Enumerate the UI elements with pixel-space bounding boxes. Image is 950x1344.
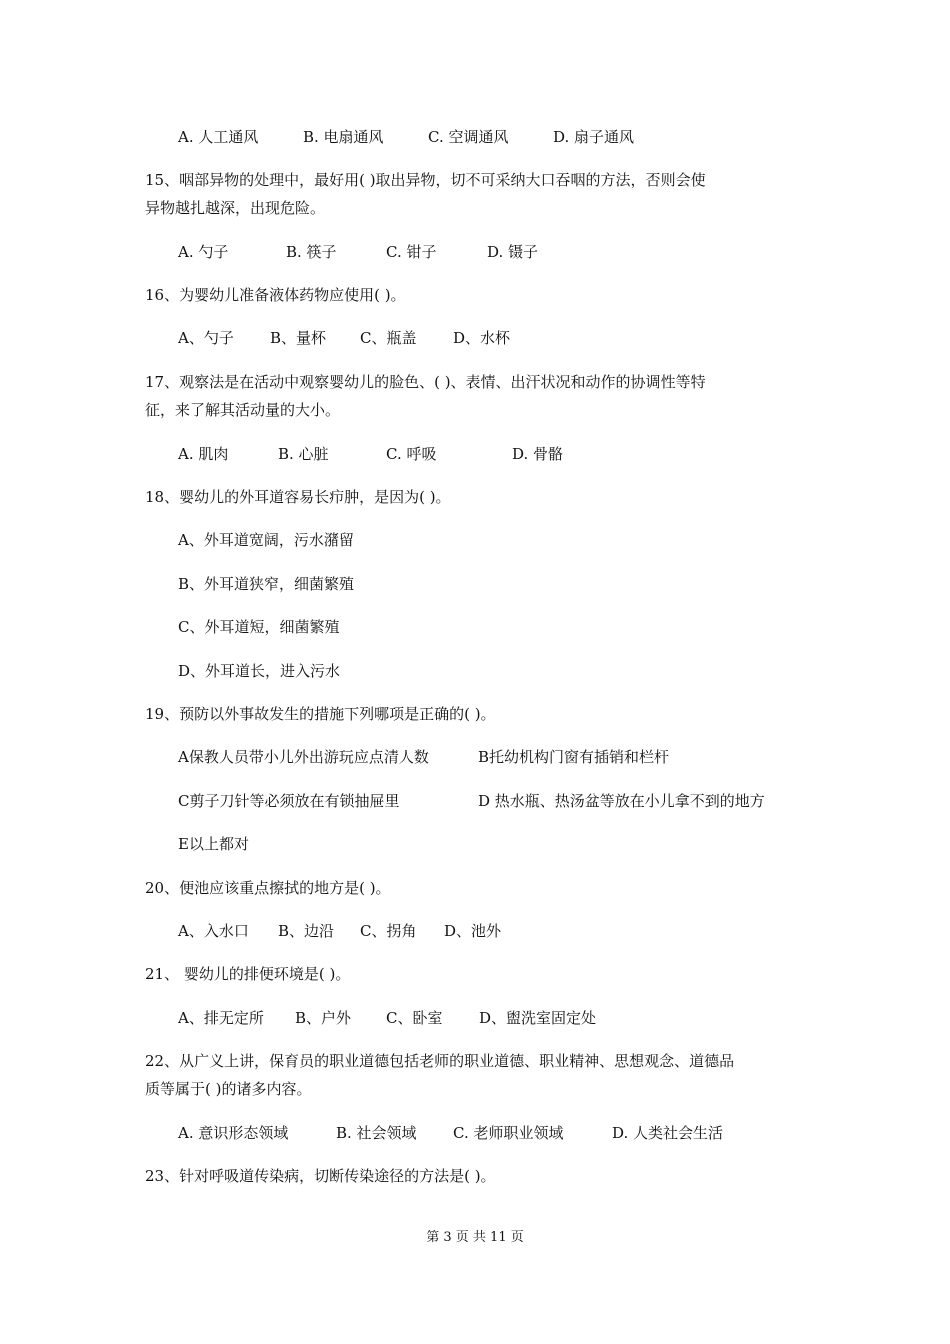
q22-option-a: A. 意识形态领域 xyxy=(178,1124,289,1142)
q17-text-line1: 17、观察法是在活动中观察婴幼儿的脸色、( )、表情、出汗状况和动作的协调性等特 xyxy=(145,373,706,391)
page-footer: 第 3 页 共 11 页 xyxy=(426,1230,524,1245)
q19-option-e: E以上都对 xyxy=(178,835,249,853)
q17-text-line2: 征，来了解其活动量的大小。 xyxy=(145,401,341,419)
q19-option-d: D 热水瓶、热汤盆等放在小儿拿不到的地方 xyxy=(478,792,765,810)
q15-option-c: C. 钳子 xyxy=(386,243,437,261)
q14-option-c: C. 空调通风 xyxy=(428,128,509,146)
q20-option-a: A、入水口 xyxy=(178,922,249,940)
q21-option-c: C、卧室 xyxy=(386,1009,443,1027)
q16-option-d: D、水杯 xyxy=(453,329,511,347)
q18-option-d: D、外耳道长，进入污水 xyxy=(178,662,341,680)
q14-option-d: D. 扇子通风 xyxy=(553,128,635,146)
q17-option-c: C. 呼吸 xyxy=(386,445,437,463)
q22-option-d: D. 人类社会生活 xyxy=(612,1124,724,1142)
q22-text-line1: 22、从广义上讲，保育员的职业道德包括老师的职业道德、职业精神、思想观念、道德品 xyxy=(145,1052,735,1070)
q20-text-line1: 20、便池应该重点擦拭的地方是( )。 xyxy=(145,879,391,897)
q16-text-line1: 16、为婴幼儿准备液体药物应使用( )。 xyxy=(145,286,406,304)
q22-text-line2: 质等属于( )的诸多内容。 xyxy=(145,1080,312,1098)
q23-text-line1: 23、针对呼吸道传染病，切断传染途径的方法是( )。 xyxy=(145,1167,496,1185)
q21-option-a: A、排无定所 xyxy=(178,1009,264,1027)
q18-option-b: B、外耳道狭窄，细菌繁殖 xyxy=(178,575,355,593)
q15-text-line1: 15、咽部异物的处理中，最好用( )取出异物，切不可采纳大口吞咽的方法，否则会使 xyxy=(145,171,706,189)
q20-option-d: D、池外 xyxy=(444,922,502,940)
q15-text-line2: 异物越扎越深，出现危险。 xyxy=(145,199,326,217)
q19-option-a: A保教人员带小儿外出游玩应点清人数 xyxy=(178,748,429,766)
q22-option-b: B. 社会领域 xyxy=(336,1124,417,1142)
q18-text-line1: 18、婴幼儿的外耳道容易长疖肿，是因为( )。 xyxy=(145,488,451,506)
q17-option-a: A. 肌肉 xyxy=(178,445,229,463)
q14-option-a: A. 人工通风 xyxy=(178,128,259,146)
q14-option-b: B. 电扇通风 xyxy=(303,128,384,146)
q22-option-c: C. 老师职业领域 xyxy=(453,1124,564,1142)
q17-option-b: B. 心脏 xyxy=(278,445,329,463)
q15-option-a: A. 勺子 xyxy=(178,243,229,261)
q16-option-c: C、瓶盖 xyxy=(360,329,417,347)
q20-option-b: B、边沿 xyxy=(278,922,335,940)
q21-option-d: D、盥洗室固定处 xyxy=(479,1009,597,1027)
q20-option-c: C、拐角 xyxy=(360,922,417,940)
q21-option-b: B、户外 xyxy=(295,1009,352,1027)
q21-text-line1: 21、 婴幼儿的排便环境是( )。 xyxy=(145,965,351,983)
q16-option-b: B、量杯 xyxy=(270,329,327,347)
q16-option-a: A、勺子 xyxy=(178,329,234,347)
q19-option-b: B托幼机构门窗有插销和栏杆 xyxy=(478,748,670,766)
q19-option-c: C剪子刀针等必须放在有锁抽屉里 xyxy=(178,792,400,810)
q18-option-a: A、外耳道宽阔，污水潴留 xyxy=(178,531,354,549)
q18-option-c: C、外耳道短，细菌繁殖 xyxy=(178,618,340,636)
q17-option-d: D. 骨骼 xyxy=(512,445,564,463)
q15-option-b: B. 筷子 xyxy=(286,243,337,261)
q19-text-line1: 19、预防以外事故发生的措施下列哪项是正确的( )。 xyxy=(145,705,496,723)
q15-option-d: D. 镊子 xyxy=(487,243,539,261)
